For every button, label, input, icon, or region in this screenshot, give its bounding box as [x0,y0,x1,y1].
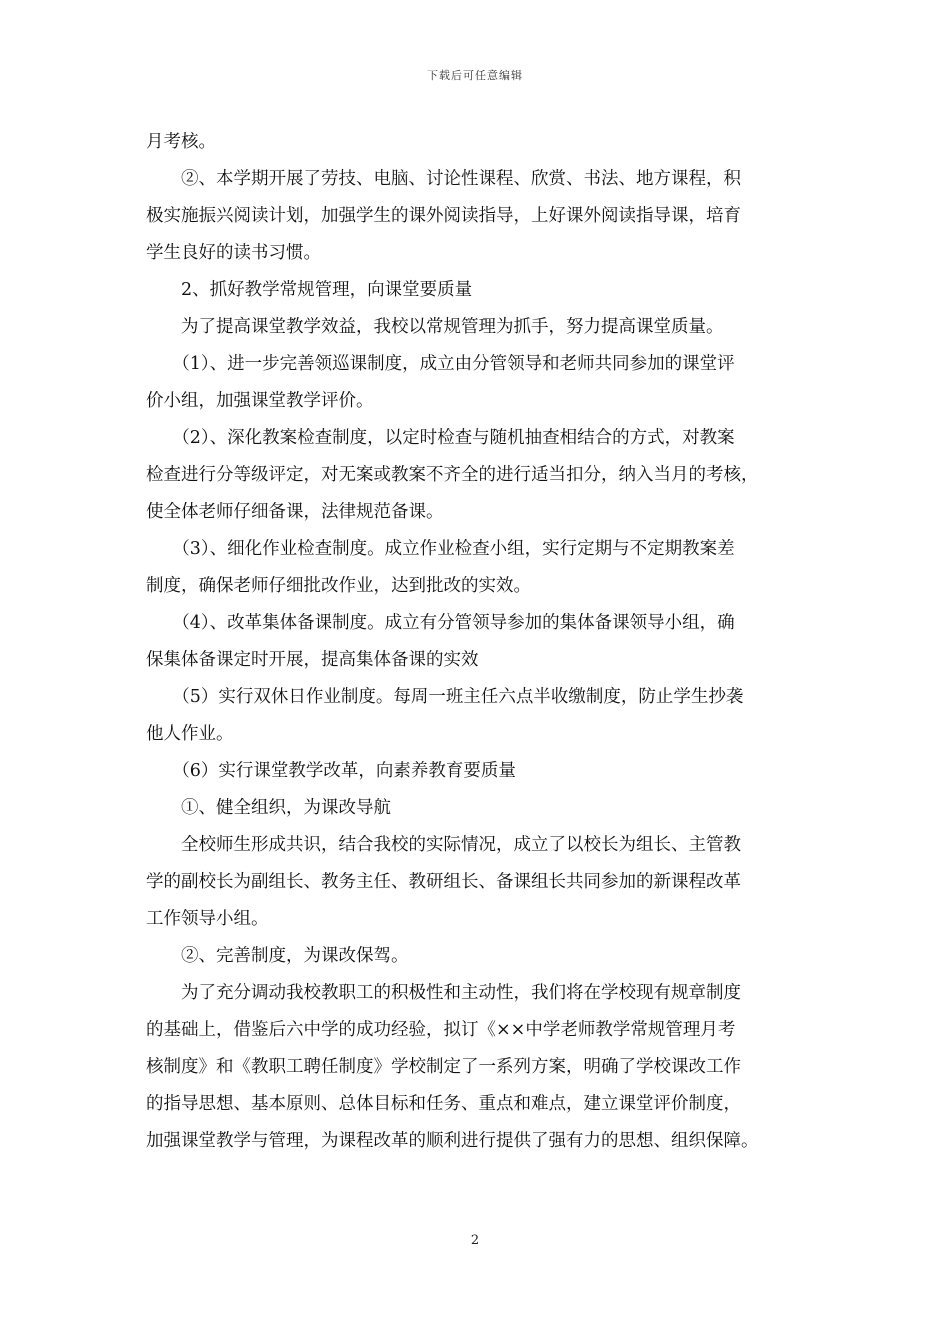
text-line: （1）、进一步完善领巡课制度，成立由分管领导和老师共同参加的课堂评 [146,354,735,374]
text-line: 价小组，加强课堂教学评价。 [146,391,374,411]
page-header: 下载后可任意编辑 [427,69,523,82]
text-line: 的基础上，借鉴后六中学的成功经验，拟订《××中学老师教学常规管理月考 [146,1020,736,1040]
text-line: 制度，确保老师仔细批改作业，达到批改的实效。 [146,576,531,596]
text-line: 2、抓好教学常规管理，向课堂要质量 [146,280,473,300]
text-line: 保集体备课定时开展，提高集体备课的实效 [146,650,479,670]
text-line: 极实施振兴阅读计划，加强学生的课外阅读指导，上好课外阅读指导课，培育 [146,206,741,226]
text-line: ②、完善制度，为课改保驾。 [146,946,409,966]
text-line: 工作领导小组。 [146,909,269,929]
text-line: （3）、细化作业检查制度。成立作业检查小组，实行定期与不定期教案差 [146,539,735,559]
text-line: （6）实行课堂教学改革，向素养教育要质量 [146,761,516,781]
text-line: 检查进行分等级评定，对无案或教案不齐全的进行适当扣分，纳入当月的考核， [146,465,759,485]
text-line: （4）、改革集体备课制度。成立有分管领导参加的集体备课领导小组，确 [146,613,735,633]
text-line: 为了提高课堂教学效益，我校以常规管理为抓手，努力提高课堂质量。 [146,317,724,337]
document-body [146,124,806,1160]
text-line: 学生良好的读书习惯。 [146,243,321,263]
text-line: ①、健全组织，为课改导航 [146,798,391,818]
text-line: 学的副校长为副组长、教务主任、教研组长、备课组长共同参加的新课程改革 [146,872,741,892]
text-line: 为了充分调动我校教职工的积极性和主动性，我们将在学校现有规章制度 [146,983,741,1003]
text-line: 的指导思想、基本原则、总体目标和任务、重点和难点，建立课堂评价制度， [146,1094,741,1114]
page-number: 2 [470,1233,480,1248]
text-line: 全校师生形成共识，结合我校的实际情况，成立了以校长为组长、主管教 [146,835,741,855]
text-line: 月考核。 [146,132,216,152]
text-line: （5）实行双休日作业制度。每周一班主任六点半收缴制度，防止学生抄袭 [146,687,744,707]
text-line: 核制度》和《教职工聘任制度》学校制定了一系列方案，明确了学校课改工作 [146,1057,741,1077]
text-line: （2）、深化教案检查制度，以定时检查与随机抽查相结合的方式，对教案 [146,428,735,448]
text-line: 使全体老师仔细备课，法律规范备课。 [146,502,444,522]
text-line: 他人作业。 [146,724,234,744]
text-line: ②、本学期开展了劳技、电脑、讨论性课程、欣赏、书法、地方课程，积 [146,169,741,189]
text-line: 加强课堂教学与管理，为课程改革的顺利进行提供了强有力的思想、组织保障。 [146,1131,759,1151]
